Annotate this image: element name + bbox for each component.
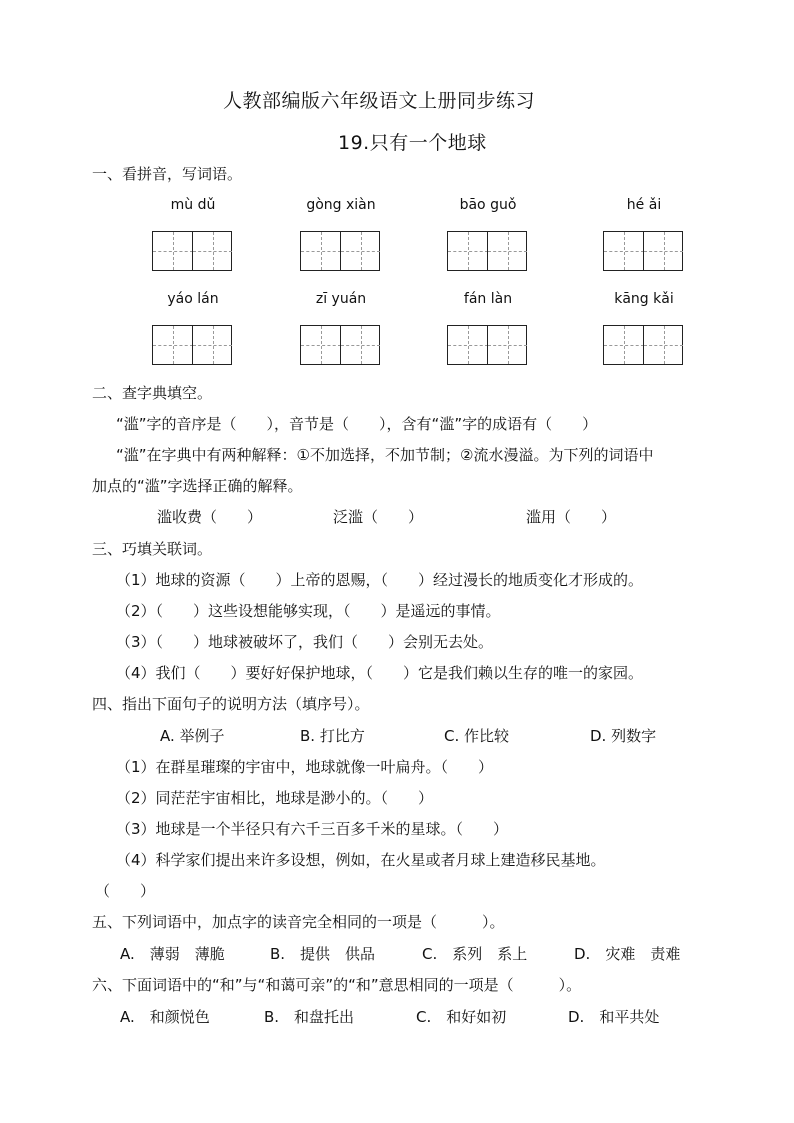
lesson-title: 19.只有一个地球: [338, 132, 487, 154]
writing-grid[interactable]: [152, 231, 232, 271]
writing-grid[interactable]: [603, 231, 683, 271]
section-5-heading: 五、下列词语中，加点字的读音完全相同的一项是（ ）。: [92, 913, 505, 931]
option-label: C. 系列 系上: [422, 945, 528, 963]
writing-grid[interactable]: [447, 231, 527, 271]
question-item: （2）同茫茫宇宙相比，地球是渺小的。（ ）: [116, 789, 434, 807]
page-title: 人教部编版六年级语文上册同步练习: [223, 90, 536, 112]
pinyin-label: mù dǔ: [170, 197, 216, 213]
question-item: （1）地球的资源（ ）上帝的恩赐，（ ）经过漫长的地质变化才形成的。: [116, 571, 644, 589]
pinyin-label: gòng xiàn: [306, 197, 376, 213]
option-label: A. 举例子: [160, 727, 225, 745]
pinyin-label: kāng kǎi: [614, 291, 674, 307]
question-item: （4）我们（ ）要好好保护地球，（ ）它是我们赖以生存的唯一的家园。: [116, 664, 644, 682]
option-label: A. 薄弱 薄脆: [120, 945, 225, 963]
option-label: D. 灾难 责难: [574, 945, 681, 963]
question-item: （3）地球是一个半径只有六千三百多千米的星球。（ ）: [116, 820, 509, 838]
word-blank: 滥用（ ）: [526, 508, 617, 526]
question-item: （3）（ ）地球被破坏了，我们（ ）会别无去处。: [116, 633, 494, 651]
pinyin-label: hé ǎi: [626, 197, 662, 213]
option-label: A. 和颜悦色: [120, 1008, 210, 1026]
answer-blank: （ ）: [95, 882, 156, 900]
option-label: C. 作比较: [444, 727, 510, 745]
pinyin-label: fán làn: [463, 291, 513, 307]
option-label: C. 和好如初: [416, 1008, 507, 1026]
pinyin-label: yáo lán: [167, 291, 219, 307]
writing-grid[interactable]: [300, 231, 380, 271]
section-2-heading: 二、查字典填空。: [92, 384, 213, 402]
question-line: “滥”字的音序是（ ），音节是（ ），含有“滥”字的成语有（ ）: [116, 415, 598, 433]
word-blank: 泛滥（ ）: [333, 508, 424, 526]
writing-grid[interactable]: [447, 325, 527, 365]
word-blank: 滥收费（ ）: [157, 508, 263, 526]
writing-grid[interactable]: [300, 325, 380, 365]
section-3-heading: 三、巧填关联词。: [92, 540, 213, 558]
option-label: D. 列数字: [590, 727, 657, 745]
question-line: “滥”在字典中有两种解释：①不加选择，不加节制；②流水漫溢。为下列的词语中: [116, 446, 654, 464]
writing-grid[interactable]: [152, 325, 232, 365]
option-label: D. 和平共处: [568, 1008, 660, 1026]
pinyin-label: zī yuán: [315, 291, 367, 307]
section-1-heading: 一、看拼音，写词语。: [92, 165, 243, 183]
option-label: B. 和盘托出: [264, 1008, 355, 1026]
section-6-heading: 六、下面词语中的“和”与“和蔼可亲”的“和”意思相同的一项是（ ）。: [92, 976, 582, 994]
option-label: B. 提供 供品: [270, 945, 376, 963]
question-item: （1）在群星璀璨的宇宙中，地球就像一叶扁舟。（ ）: [116, 758, 494, 776]
question-item: （2）（ ）这些设想能够实现，（ ）是遥远的事情。: [116, 602, 501, 620]
pinyin-label: bāo guǒ: [459, 197, 517, 213]
question-line: 加点的“滥”字选择正确的解释。: [92, 477, 303, 495]
section-4-heading: 四、指出下面句子的说明方法（填序号）。: [92, 695, 370, 713]
question-item: （4）科学家们提出来许多设想，例如，在火星或者月球上建造移民基地。: [116, 851, 606, 869]
writing-grid[interactable]: [603, 325, 683, 365]
option-label: B. 打比方: [300, 727, 365, 745]
